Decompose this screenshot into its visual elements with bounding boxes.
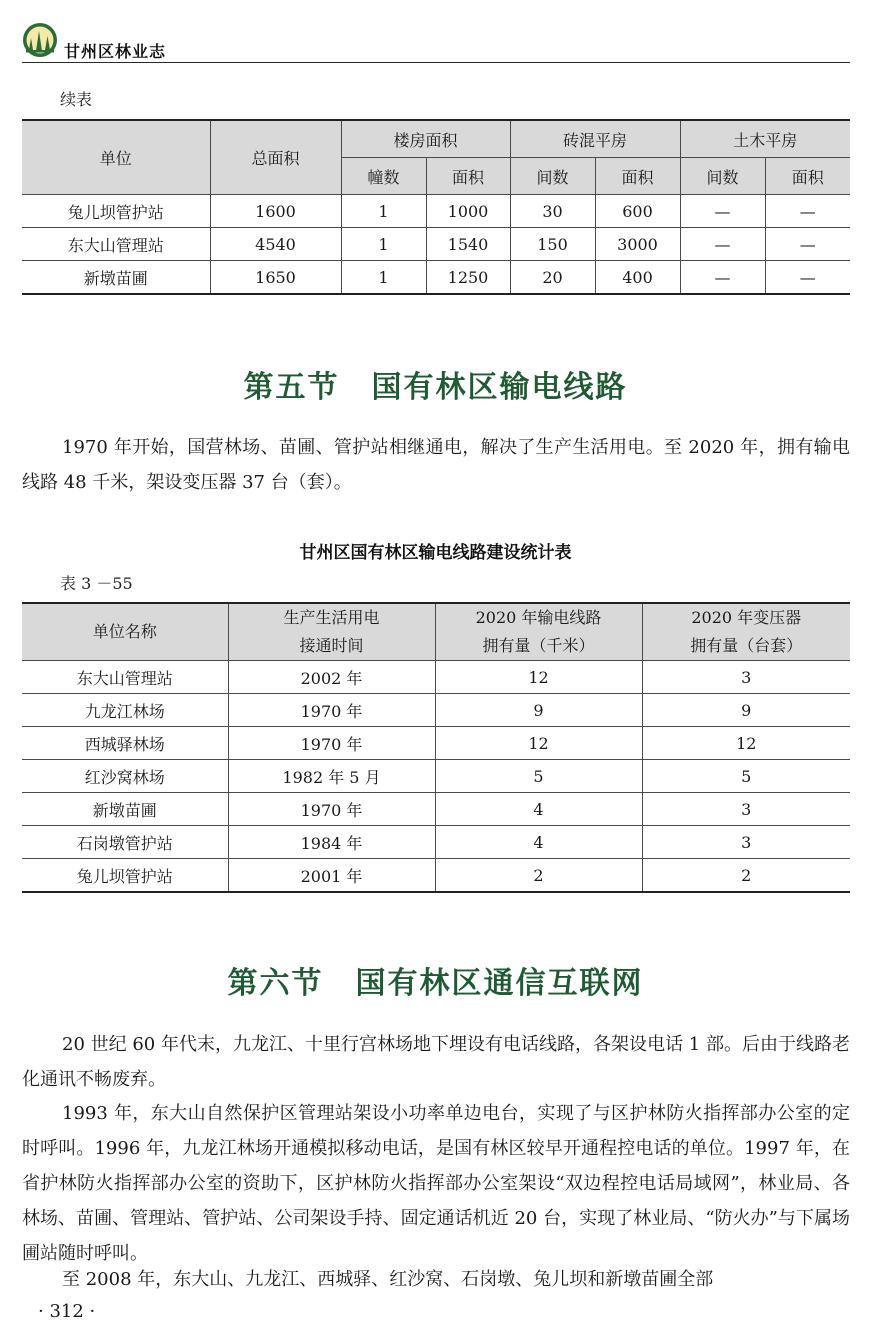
header-transformer-count: [642, 603, 850, 661]
header-line: 2020 年变压器: [691, 608, 802, 627]
table-row: [22, 261, 850, 295]
table-cell: 兔儿坝管护站: [22, 195, 210, 228]
forest-trees-logo-icon: [22, 22, 58, 58]
table-cell: 1600: [210, 195, 341, 228]
header-line: 接通时间: [299, 636, 364, 655]
header-line: 拥有量（千米）: [482, 636, 595, 655]
header-building-area-value: 面积: [426, 158, 510, 195]
table-cell: 20: [510, 261, 595, 295]
header-line: 2020 年输电线路: [475, 608, 602, 627]
header-unit-name: 单位名称: [22, 603, 228, 661]
table-cell: 东大山管理站: [22, 661, 228, 694]
section-5-title: 第五节 国有林区输电线路: [243, 370, 628, 405]
table-cell: 2: [642, 859, 850, 893]
header-line: 生产生活用电: [283, 608, 380, 627]
table-row: [22, 793, 850, 826]
page-header: [22, 22, 850, 63]
table-cell: 九龙江林场: [22, 694, 228, 727]
table-cell: 3: [642, 661, 850, 694]
table-row: [22, 661, 850, 694]
table-cell: 东大山管理站: [22, 228, 210, 261]
table-cell: 1250: [426, 261, 510, 295]
table-cell: 1970 年: [228, 727, 435, 760]
section-6-title: 第六节 国有林区通信互联网: [227, 966, 644, 1001]
table-cell: 1540: [426, 228, 510, 261]
table-cell: 12: [435, 727, 642, 760]
table-cell: —: [680, 228, 765, 261]
table-cell: 1: [341, 261, 426, 295]
table-cell: 400: [595, 261, 680, 295]
table-cell: 2001 年: [228, 859, 435, 893]
table-cell: —: [765, 228, 850, 261]
table-cell: 新墩苗圃: [22, 793, 228, 826]
header-brick-rooms: 间数: [510, 158, 595, 195]
table-cell: 150: [510, 228, 595, 261]
table-cell: 4: [435, 793, 642, 826]
table-cell: 12: [642, 727, 850, 760]
table-cell: 1970 年: [228, 793, 435, 826]
table-cell: 600: [595, 195, 680, 228]
header-building-area: 楼房面积: [341, 120, 510, 158]
table-cell: 1650: [210, 261, 341, 295]
table-2-caption: 甘州区国有林区输电线路建设统计表: [299, 543, 572, 563]
table-cell: 3: [642, 793, 850, 826]
table-cell: —: [765, 195, 850, 228]
table-cell: —: [680, 261, 765, 295]
table-cell: 2002 年: [228, 661, 435, 694]
table-row: [22, 195, 850, 228]
header-earth-wood-bungalow: 土木平房: [680, 120, 850, 158]
page-number: · 312 ·: [38, 1301, 96, 1322]
header-building-count: 幢数: [341, 158, 426, 195]
table-cell: —: [765, 261, 850, 295]
section-6-paragraph-1: 20 世纪 60 年代末，九龙江、十里行宫林场地下埋设有电话线路，各架设电话 1 部。后由于线路老化通讯不畅废弃。: [22, 1034, 850, 1090]
header-line: 拥有量（台套）: [690, 636, 803, 655]
header-brick-area: 面积: [595, 158, 680, 195]
header-unit: 单位: [22, 120, 210, 195]
table-cell: 4540: [210, 228, 341, 261]
continuation-label: 续表: [60, 90, 93, 109]
table-row: [22, 826, 850, 859]
table-cell: 9: [435, 694, 642, 727]
table-row: [22, 760, 850, 793]
header-earth-rooms: 间数: [680, 158, 765, 195]
table-cell: 5: [435, 760, 642, 793]
table-cell: 3000: [595, 228, 680, 261]
table-cell: 石岗墩管护站: [22, 826, 228, 859]
table-cell: 5: [642, 760, 850, 793]
table-cell: —: [680, 195, 765, 228]
header-total-area: 总面积: [210, 120, 341, 195]
table-cell: 3: [642, 826, 850, 859]
header-power-line-length: [435, 603, 642, 661]
table-cell: 1: [341, 195, 426, 228]
table-cell: 1982 年 5 月: [228, 760, 435, 793]
header-earth-area: 面积: [765, 158, 850, 195]
table-cell: 兔儿坝管护站: [22, 859, 228, 893]
table-cell: 1984 年: [228, 826, 435, 859]
table-cell: 1000: [426, 195, 510, 228]
book-title: 甘州区林业志: [64, 42, 167, 61]
table-cell: 1970 年: [228, 694, 435, 727]
table-row: [22, 228, 850, 261]
section-6-paragraph-2: 1993 年，东大山自然保护区管理站架设小功率单边电台，实现了与区护林防火指挥部办公室的定时呼叫。1996 年，九龙江林场开通模拟移动电话，是国有林区较早开通程控电话的单位。1997 年，在省护林防火指挥部办公室的资助下，区护林防火指挥部办公室架设“双边程控电话局域网”，林业局、各林场、苗圃、管理站、管护站、公司架设手持、固定通话机近 20 台，实现了林业局、“防火办”与下属场圃站随时呼叫。: [22, 1103, 850, 1264]
table-cell: 红沙窝林场: [22, 760, 228, 793]
table-cell: 12: [435, 661, 642, 694]
table-cell: 1: [341, 228, 426, 261]
table-row: [22, 694, 850, 727]
table-row: [22, 727, 850, 760]
table-cell: 4: [435, 826, 642, 859]
header-connection-time: [228, 603, 435, 661]
section-6-paragraph-3: 至 2008 年，东大山、九龙江、西城驿、红沙窝、石岗墩、兔儿坝和新墩苗圃全部: [62, 1269, 714, 1290]
table-row: [22, 859, 850, 893]
header-brick-bungalow: 砖混平房: [510, 120, 680, 158]
building-area-table: [22, 119, 850, 295]
table-cell: 新墩苗圃: [22, 261, 210, 295]
table-cell: 西城驿林场: [22, 727, 228, 760]
power-line-statistics-table: [22, 602, 850, 893]
section-5-paragraph: 1970 年开始，国营林场、苗圃、管护站相继通电，解决了生产生活用电。至 2020 年，拥有输电线路 48 千米，架设变压器 37 台（套）。: [22, 437, 850, 493]
table-2-number: 表 3 －55: [60, 574, 133, 593]
table-cell: 9: [642, 694, 850, 727]
table-cell: 2: [435, 859, 642, 893]
table-cell: 30: [510, 195, 595, 228]
